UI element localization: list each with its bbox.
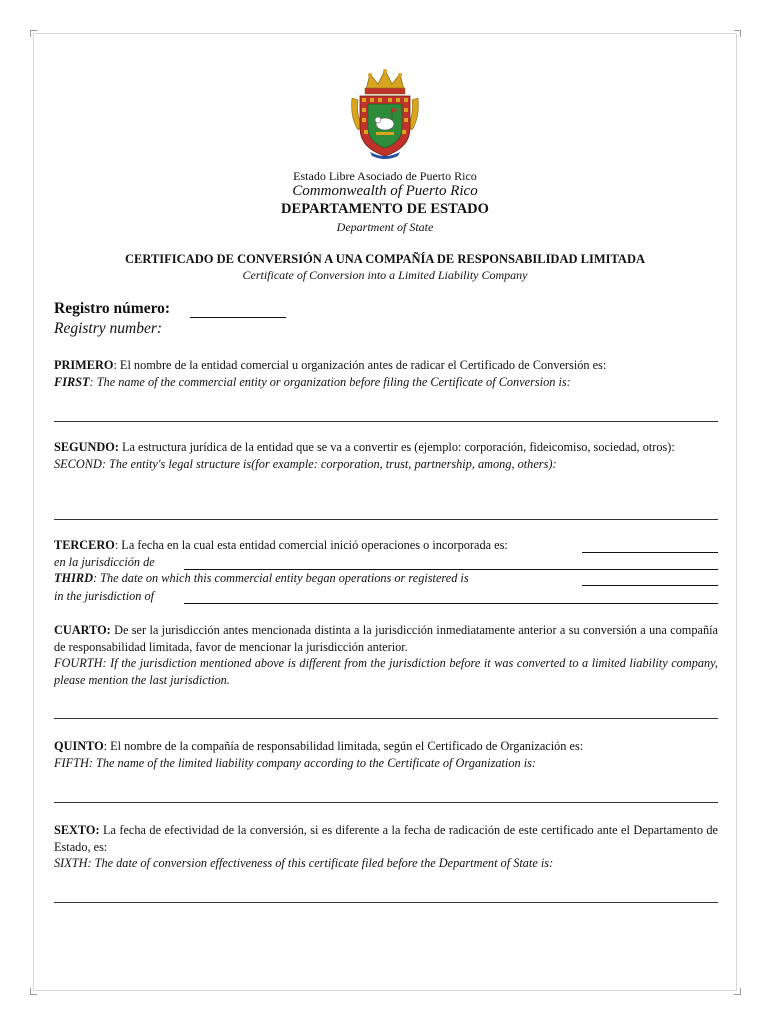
section-fifth <box>54 738 718 771</box>
section-fourth <box>54 622 718 688</box>
section-third-text: : La fecha en la cual esta entidad comercial inició operaciones o incorporada es: <box>114 538 508 552</box>
section-second-text-en: SECOND: The entity's legal structure is(for example: corporation, trust, partnership, among, others): <box>54 456 557 471</box>
section-fourth-fill-line[interactable] <box>54 718 718 719</box>
section-fourth-label: CUARTO: <box>54 623 111 637</box>
header-department: DEPARTAMENTO DE ESTADO <box>281 201 489 217</box>
certificate-title: CERTIFICADO DE CONVERSIÓN A UNA COMPAÑÍA DE RESPONSABILIDAD LIMITADA <box>125 252 645 266</box>
section-third-label: TERCERO <box>54 538 115 552</box>
certificate-title-en: Certificate of Conversion into a Limited Liability Company <box>242 268 528 282</box>
registry-label-en: Registry number: <box>54 320 163 337</box>
section-third-line-en <box>54 571 469 586</box>
section-third-date-field-en[interactable] <box>582 585 718 586</box>
section-second-label: SEGUNDO: <box>54 440 119 454</box>
section-sixth-label: SEXTO: <box>54 823 100 837</box>
section-fifth-text-en: FIFTH: The name of the limited liability company according to the Certificate of Organization is: <box>54 755 537 770</box>
section-sixth-text-en: SIXTH: The date of conversion effectiveness of this certificate filed before the Department of State is: <box>54 856 554 870</box>
section-first-text-en: : The name of the commercial entity or organization before filing the Certificate of Conversion is: <box>89 374 571 389</box>
section-first-label: PRIMERO <box>54 358 114 372</box>
section-third-date-field[interactable] <box>582 552 718 553</box>
section-third-line-es <box>54 538 508 553</box>
section-third-jurisdiction-es: en la jurisdicción de <box>54 555 155 569</box>
section-sixth-text: La fecha de efectividad de la conversión, si es diferente a la fecha de radicación de este certificado ante el Departamento de Estado, es: <box>54 823 718 854</box>
section-sixth-fill-line[interactable] <box>54 902 718 903</box>
section-third-label-en: THIRD <box>54 571 93 585</box>
section-first-text: : El nombre de la entidad comercial u organización antes de radicar el Certificado de Conversión es: <box>113 358 607 372</box>
section-third-jurisdiction-field[interactable] <box>184 569 718 570</box>
section-first <box>54 357 718 390</box>
section-first-fill-line[interactable] <box>54 421 718 422</box>
registry-number-field[interactable] <box>190 317 286 318</box>
section-first-label-en: FIRST <box>54 374 90 389</box>
section-fourth-text-en: FOURTH: If the jurisdiction mentioned above is different from the jurisdiction before it was converted to a limited liability company, please mention the last jurisdiction. <box>54 656 718 687</box>
section-fifth-text: : El nombre de la compañía de responsabilidad limitada, según el Certificado de Organización es: <box>103 739 584 753</box>
header-department-en: Department of State <box>336 220 434 234</box>
section-second-text: La estructura jurídica de la entidad que se va a convertir es (ejemplo: corporación, fideicomiso, sociedad, otros): <box>118 440 675 454</box>
registry-label: Registro número: <box>54 300 171 317</box>
section-third-jurisdiction-field-en[interactable] <box>184 603 718 604</box>
section-third-jurisdiction-en: in the jurisdiction of <box>54 589 155 603</box>
header-commonwealth-en: Commonwealth of Puerto Rico <box>292 183 478 199</box>
section-second <box>54 439 718 472</box>
section-sixth <box>54 822 718 872</box>
section-second-fill-line[interactable] <box>54 519 718 520</box>
section-third-text-en: : The date on which this commercial entity began operations or registered is <box>92 571 469 585</box>
section-fifth-fill-line[interactable] <box>54 802 718 803</box>
header-commonwealth-es: Estado Libre Asociado de Puerto Rico <box>293 169 477 183</box>
section-fourth-text: De ser la jurisdicción antes mencionada distinta a la jurisdicción inmediatamente anterior a su conversión a una compañía de responsabilidad limitada, favor de mencionar la jurisdicción anterior. <box>54 623 718 654</box>
section-fifth-label: QUINTO <box>54 739 104 753</box>
puerto-rico-coat-of-arms-icon <box>348 68 422 160</box>
